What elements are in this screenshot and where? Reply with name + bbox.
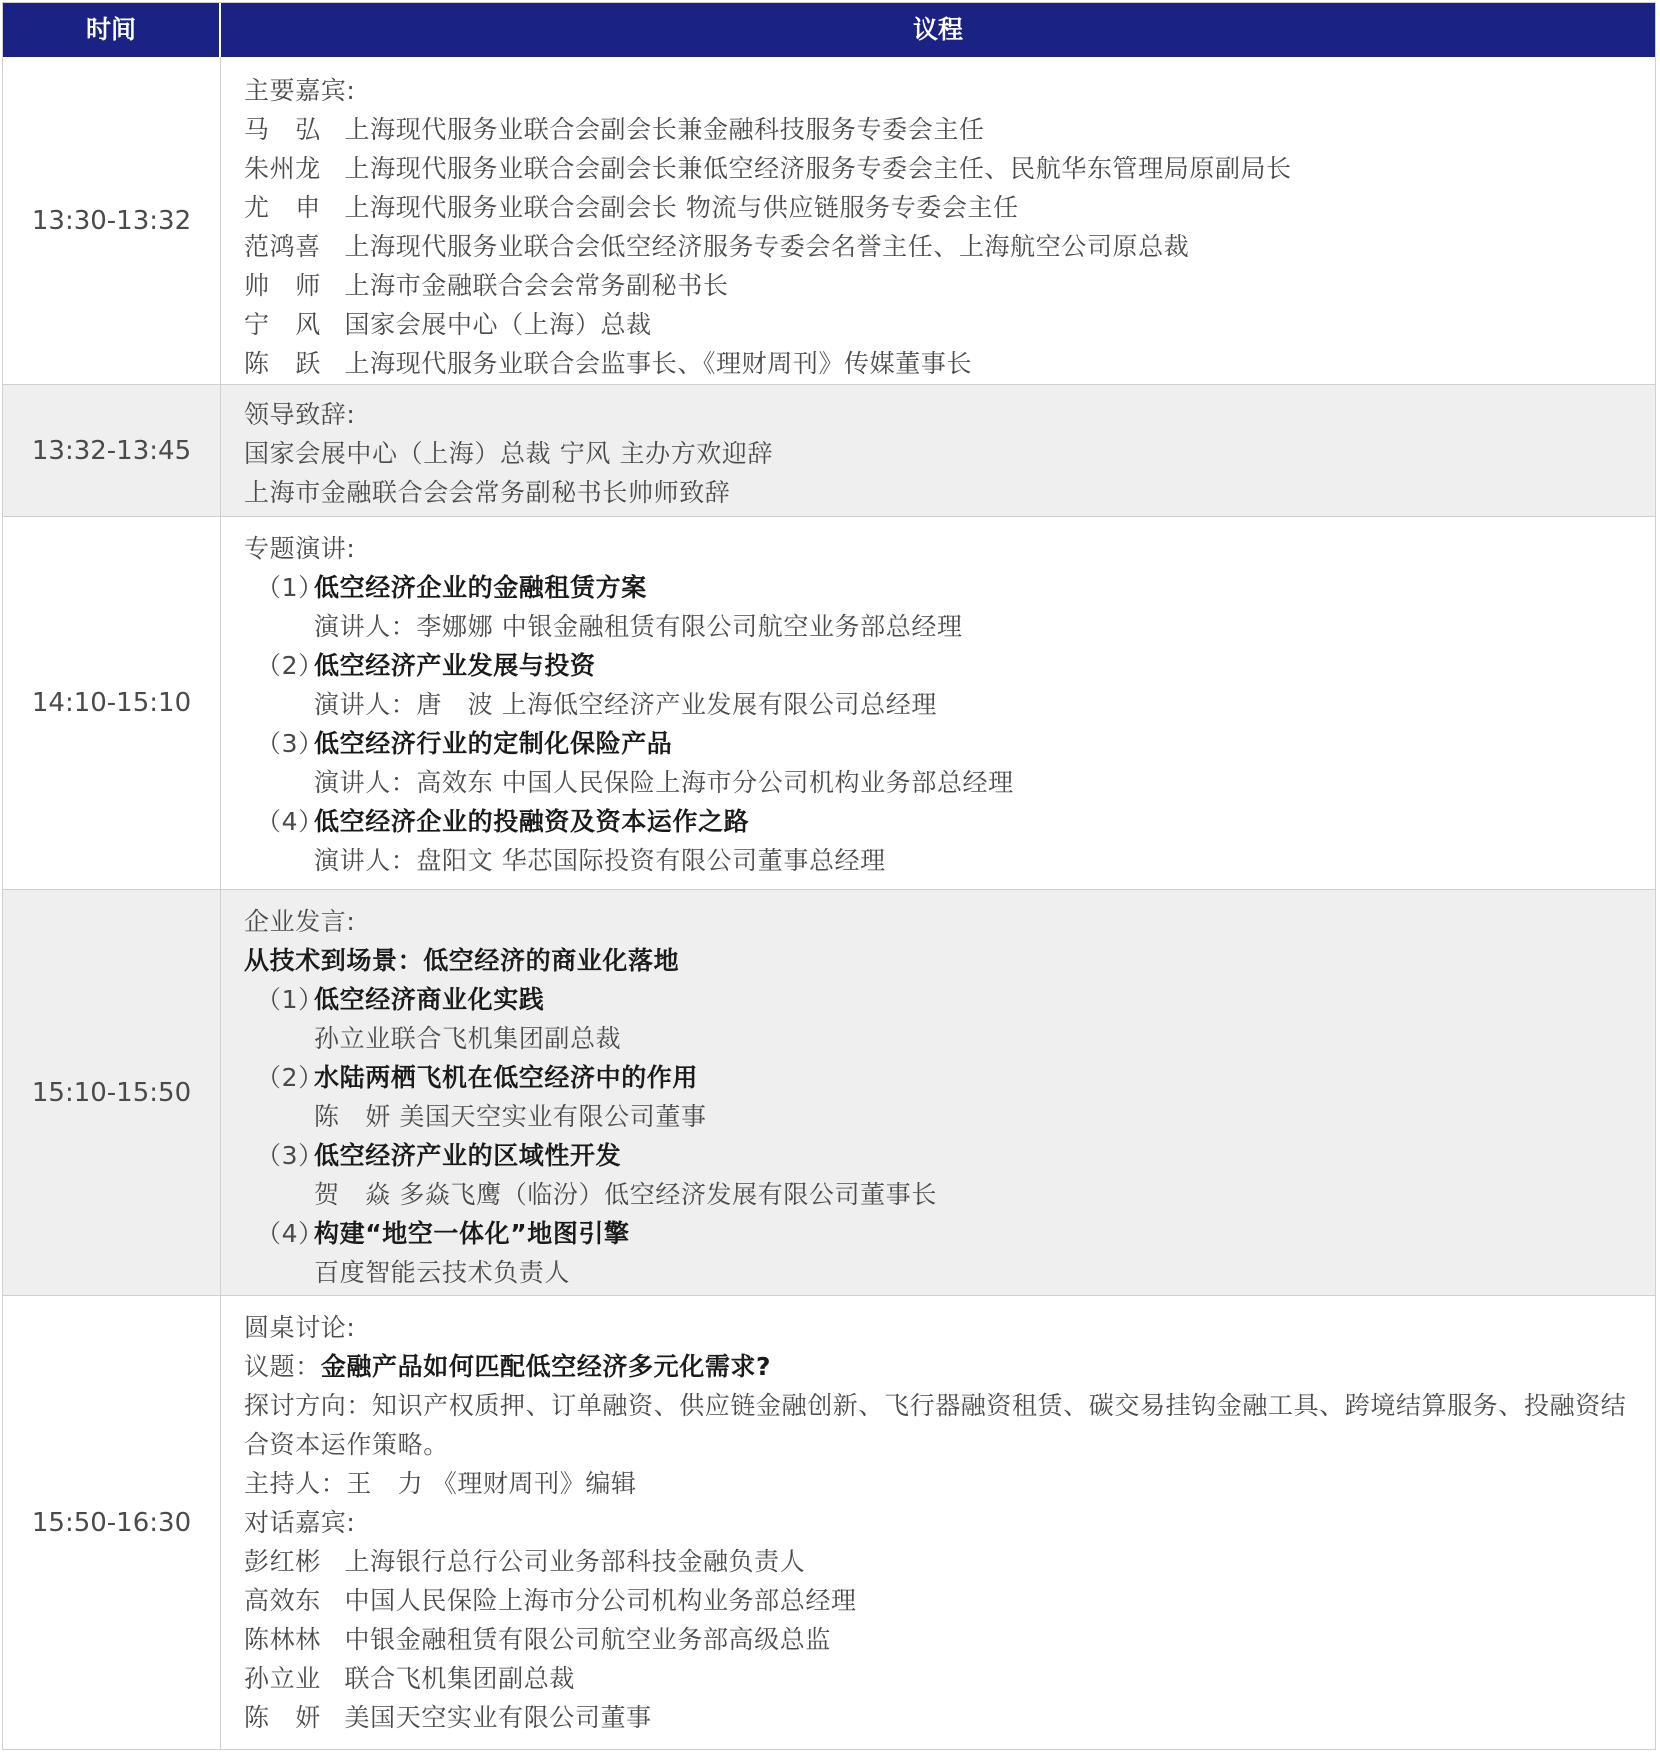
guest-line: 马 弘 上海现代服务业联合会副会长兼金融科技服务专委会主任 <box>244 115 985 144</box>
talk-title: （4）构建“地空一体化”地图引擎 <box>256 1219 630 1248</box>
host-line: 主持人：王 力 《理财周刊》编辑 <box>244 1469 637 1498</box>
guests-label: 对话嘉宾: <box>244 1508 356 1537</box>
guest-line: 彭红彬 上海银行总行公司业务部科技金融负责人 <box>244 1547 806 1576</box>
header-time: 时间 <box>3 3 221 57</box>
talk-title: （1）低空经济企业的金融租赁方案 <box>256 573 647 602</box>
section-label: 专题演讲: <box>244 534 356 563</box>
speech-line: 上海市金融联合会会常务副秘书长帅师致辞 <box>244 478 731 507</box>
table-row <box>3 517 1655 890</box>
time-cell: 13:32-13:45 <box>3 385 221 516</box>
talk-title: （4）低空经济企业的投融资及资本运作之路 <box>256 807 750 836</box>
guest-line: 高效东 中国人民保险上海市分公司机构业务部总经理 <box>244 1586 857 1615</box>
table-row <box>3 57 1655 385</box>
section-label: 主要嘉宾: <box>244 76 356 105</box>
agenda-cell <box>244 529 1647 880</box>
section-label: 领导致辞: <box>244 400 356 429</box>
guest-line: 朱州龙 上海现代服务业联合会副会长兼低空经济服务专委会主任、民航华东管理局原副局长 <box>244 154 1292 183</box>
time-cell: 15:50-16:30 <box>3 1296 221 1749</box>
talk-speaker: 演讲人：唐 波 上海低空经济产业发展有限公司总经理 <box>314 690 937 719</box>
talk-speaker: 演讲人：高效东 中国人民保险上海市分公司机构业务部总经理 <box>314 768 1014 797</box>
time-cell: 14:10-15:10 <box>3 517 221 889</box>
agenda-table <box>2 2 1656 1750</box>
talk-speaker: 孙立业联合飞机集团副总裁 <box>314 1024 622 1053</box>
agenda-cell <box>244 395 1647 512</box>
section-subtitle: 从技术到场景：低空经济的商业化落地 <box>244 946 680 975</box>
guest-line: 陈 跃 上海现代服务业联合会监事长、《理财周刊》传媒董事长 <box>244 349 973 378</box>
guest-line: 尤 申 上海现代服务业联合会副会长 物流与供应链服务专委会主任 <box>244 193 1019 222</box>
table-row <box>3 1296 1655 1749</box>
table-header <box>3 3 1655 57</box>
section-label: 企业发言: <box>244 907 356 936</box>
talk-title: （3）低空经济行业的定制化保险产品 <box>256 729 673 758</box>
topic-line: 议题：金融产品如何匹配低空经济多元化需求? <box>244 1352 772 1381</box>
agenda-cell <box>244 1308 1647 1737</box>
agenda-cell <box>244 71 1647 383</box>
talk-title: （2）水陆两栖飞机在低空经济中的作用 <box>256 1063 699 1092</box>
guest-line: 宁 风 国家会展中心（上海）总裁 <box>244 310 652 339</box>
talk-speaker: 贺 焱 多焱飞鹰（临汾）低空经济发展有限公司董事长 <box>314 1180 937 1209</box>
header-agenda: 议程 <box>912 15 963 44</box>
guest-line: 陈林林 中银金融租赁有限公司航空业务部高级总监 <box>244 1625 831 1654</box>
talk-speaker: 陈 妍 美国天空实业有限公司董事 <box>314 1102 707 1131</box>
time-cell: 13:30-13:32 <box>3 57 221 384</box>
guest-line: 范鸿喜 上海现代服务业联合会低空经济服务专委会名誉主任、上海航空公司原总裁 <box>244 232 1190 261</box>
section-label: 圆桌讨论: <box>244 1313 356 1342</box>
table-row <box>3 890 1655 1296</box>
talk-title: （3）低空经济产业的区域性开发 <box>256 1141 622 1170</box>
talk-speaker: 演讲人：盘阳文 华芯国际投资有限公司董事总经理 <box>314 846 886 875</box>
guest-line: 孙立业 联合飞机集团副总裁 <box>244 1664 575 1693</box>
talk-title: （2）低空经济产业发展与投资 <box>256 651 596 680</box>
talk-speaker: 百度智能云技术负责人 <box>314 1258 571 1287</box>
table-row <box>3 385 1655 517</box>
guest-line: 陈 妍 美国天空实业有限公司董事 <box>244 1703 652 1732</box>
guest-line: 帅 师 上海市金融联合会会常务副秘书长 <box>244 271 729 300</box>
talk-title: （1）低空经济商业化实践 <box>256 985 545 1014</box>
direction-text: 探讨方向：知识产权质押、订单融资、供应链金融创新、飞行器融资租赁、碳交易挂钩金融工具、跨境结算服务、投融资结合资本运作策略。 <box>244 1391 1627 1459</box>
time-cell: 15:10-15:50 <box>3 890 221 1295</box>
talk-speaker: 演讲人：李娜娜 中银金融租赁有限公司航空业务部总经理 <box>314 612 963 641</box>
agenda-cell <box>244 902 1647 1292</box>
speech-line: 国家会展中心（上海）总裁 宁风 主办方欢迎辞 <box>244 439 774 468</box>
